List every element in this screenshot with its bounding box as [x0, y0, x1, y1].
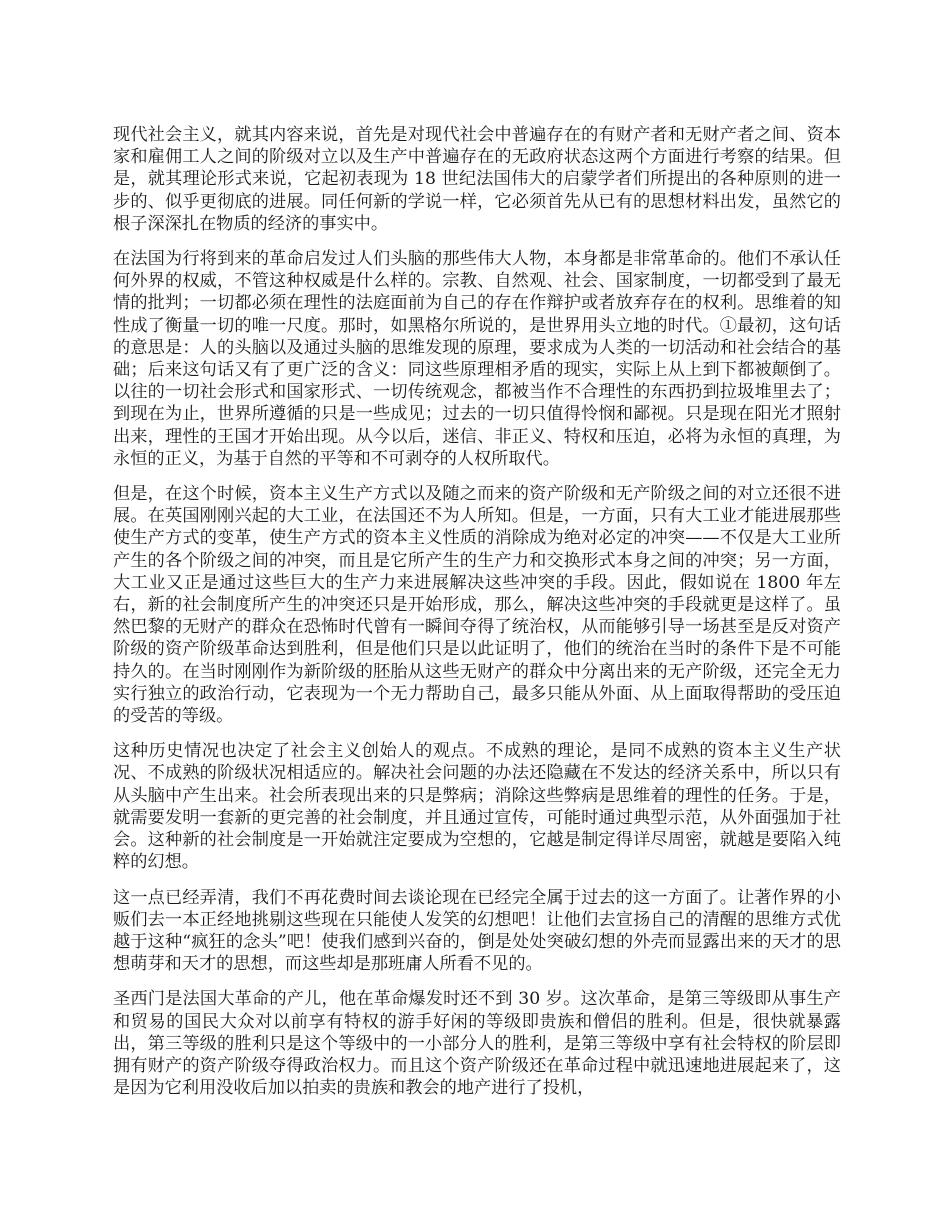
paragraph-3: 但是，在这个时候，资本主义生产方式以及随之而来的资产阶级和无产阶级之间的对立还很不进展。在英国刚刚兴起的大工业，在法国还不为人所知。但是，一方面，只有大工业才能进展那些使生产方式的变革，使生产方式的资本主义性质的消除成为绝对必定的冲突——不仅是大工业所产生的各个阶级之间的冲突，而且是它所产生的生产力和交换形式本身之间的冲突；另一方面，大工业又正是通过这些巨大的生产力来进展解决这些冲突的手段。因此，假如说在 1800 年左右，新的社会制度所产生的冲突还只是开始形成，那么，解决这些冲突的手段就更是这样了。虽然巴黎的无财产的群众在恐怖时代曾有一瞬间夺得了统治权，从而能够引导一场甚至是反对资产阶级的资产阶级革命达到胜利，但是他们只是以此证明了，他们的统治在当时的条件下是不可能持久的。在当时刚刚作为新阶级的胚胎从这些无财产的群众中分离出来的无产阶级，还完全无力实行独立的政治行动，它表现为一个无力帮助自己，最多只能从外面、从上面取得帮助的受压迫的受苦的等级。: [113, 484, 841, 727]
paragraph-1: 现代社会主义，就其内容来说，首先是对现代社会中普遍存在的有财产者和无财产者之间、资本家和雇佣工人之间的阶级对立以及生产中普遍存在的无政府状态这两个方面进行考察的结果。但是，就其理论形式来说，它起初表现为 18 世纪法国伟大的启蒙学者们所提出的各种原则的进一步的、似乎更彻底的进展。同任何新的学说一样，它必须首先从已有的思想材料出发，虽然它的根子深深扎在物质的经济的事实中。: [113, 125, 841, 234]
paragraph-2: 在法国为行将到来的革命启发过人们头脑的那些伟大人物，本身都是非常革命的。他们不承认任何外界的权威，不管这种权威是什么样的。宗教、自然观、社会、国家制度，一切都受到了最无情的批判；一切都必须在理性的法庭面前为自己的存在作辩护或者放弃存在的权利。思维着的知性成了衡量一切的唯一尺度。那时，如黑格尔所说的，是世界用头立地的时代。①最初，这句话的意思是：人的头脑以及通过头脑的思维发现的原理，要求成为人类的一切活动和社会结合的基础；后来这句话又有了更广泛的含义：同这些原理相矛盾的现实，实际上从上到下都被颠倒了。以往的一切社会形式和国家形式、一切传统观念，都被当作不合理性的东西扔到拉圾堆里去了；到现在为止，世界所遵循的只是一些成见；过去的一切只值得怜悯和鄙视。只是现在阳光才照射出来，理性的王国才开始出现。从今以后，迷信、非正义、特权和压迫，必将为永恒的真理，为永恒的正义，为基于自然的平等和不可剥夺的人权所取代。: [113, 249, 841, 469]
document-page: [113, 124, 841, 1112]
paragraph-4: 这种历史情况也决定了社会主义创始人的观点。不成熟的理论，是同不成熟的资本主义生产状况、不成熟的阶级状况相适应的。解决社会问题的办法还隐藏在不发达的经济关系中，所以只有从头脑中产生出来。社会所表现出来的只是弊病；消除这些弊病是思维着的理性的任务。于是，就需要发明一套新的更完善的社会制度，并且通过宣传，可能时通过典型示范，从外面强加于社会。这种新的社会制度是一开始就注定要成为空想的，它越是制定得详尽周密，就越是要陷入纯粹的幻想。: [113, 741, 841, 873]
paragraph-5: 这一点已经弄清，我们不再花费时间去谈论现在已经完全属于过去的这一方面了。让著作界的小贩们去一本正经地挑剔这些现在只能使人发笑的幻想吧！让他们去宣扬自己的清醒的思维方式优越于这种“疯狂的念头”吧！使我们感到兴奋的，倒是处处突破幻想的外壳而显露出来的天才的思想萌芽和天才的思想，而这些却是那班庸人所看不见的。: [113, 887, 841, 975]
paragraph-6: 圣西门是法国大革命的产儿，他在革命爆发时还不到 30 岁。这次革命，是第三等级即从事生产和贸易的国民大众对以前享有特权的游手好闲的等级即贵族和僧侣的胜利。但是，很快就暴露出，第三等级的胜利只是这个等级中的一小部分人的胜利，是第三等级中享有社会特权的阶层即拥有财产的资产阶级夺得政治权力。而且这个资产阶级还在革命过程中就迅速地进展起来了，这是因为它利用没收后加以拍卖的贵族和教会的地产进行了投机，: [113, 989, 841, 1099]
